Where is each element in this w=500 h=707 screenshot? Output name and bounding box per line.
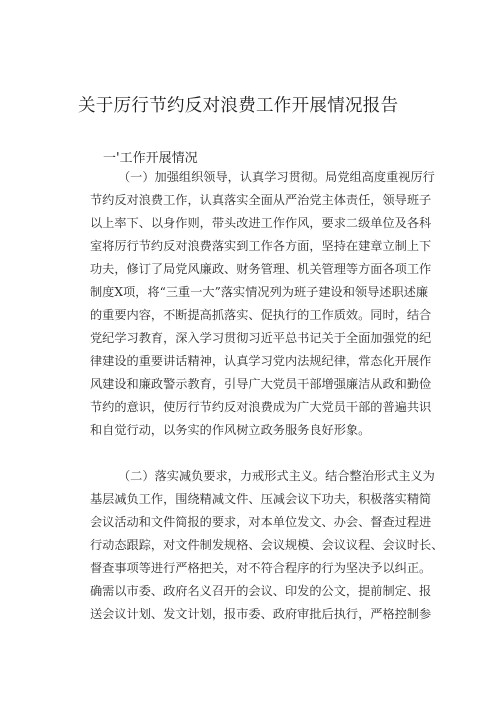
paragraph-line: 党纪学习教育，深入学习贯彻习近平总书记关于全面加强党的纪 bbox=[90, 331, 432, 345]
section-heading: 一'工作开展情况 bbox=[103, 151, 198, 166]
paragraph-line: 送会议计划、发文计划，报市委、政府审批后执行，严格控制参 bbox=[90, 607, 432, 621]
paragraph-line: 基层减负工作，围绕精减文件、压减会议下功夫，积极落实精简 bbox=[90, 492, 432, 506]
paragraph-line: 以上率下、以身作则，带头改进工作作风，要求二级单位及各科 bbox=[90, 216, 432, 230]
paragraph-line: （二）落实减负要求，力戒形式主义。结合整治形式主义为 bbox=[118, 469, 435, 483]
paragraph-line: 律建设的重要讲话精神，认真学习党内法规纪律，常态化开展作 bbox=[90, 354, 432, 368]
document-title: 关于厉行节约反对浪费工作开展情况报告 bbox=[78, 96, 399, 116]
paragraph-line: 确需以市委、政府名义召开的会议、印发的公文，提前制定、报 bbox=[90, 584, 432, 598]
paragraph-line: 风建设和廉政警示教育，引导广大党员干部增强廉洁从政和勤俭 bbox=[90, 377, 432, 391]
paragraph-line: 和自觉行动，以务实的作风树立政务服务良好形象。 bbox=[90, 423, 371, 437]
paragraph-line: 节约反对浪费工作，认真落实全面从严治党主体责任，领导班子 bbox=[90, 193, 432, 207]
paragraph-line: 节约的意识，使厉行节约反对浪费成为广大党员干部的普遍共识 bbox=[90, 400, 432, 414]
paragraph-line: 制度X项，将“三重一大”落实情况列为班子建设和领导述职述廉 bbox=[90, 285, 429, 299]
paragraph-line: 会议活动和文件简报的要求，对本单位发文、办会、督查过程进 bbox=[90, 515, 432, 529]
paragraph-line: （一）加强组织领导，认真学习贯彻。局党组高度重视厉行 bbox=[118, 170, 435, 184]
paragraph-line: 室将厉行节约反对浪费落实到工作各方面，坚持在建章立制上下 bbox=[90, 239, 432, 253]
paragraph-line: 行动态跟踪，对文件制发规格、会议规模、会议议程、会议时长、 bbox=[90, 538, 444, 552]
paragraph-line: 督查事项等进行严格把关，对不符合程序的行为坚决予以纠正。 bbox=[90, 561, 432, 575]
paragraph-line: 功夫，修订了局党风廉政、财务管理、机关管理等方面各项工作 bbox=[90, 262, 432, 276]
paragraph-line: 的重要内容，不断提高抓落实、促执行的工作质效。同时，结合 bbox=[90, 308, 432, 322]
